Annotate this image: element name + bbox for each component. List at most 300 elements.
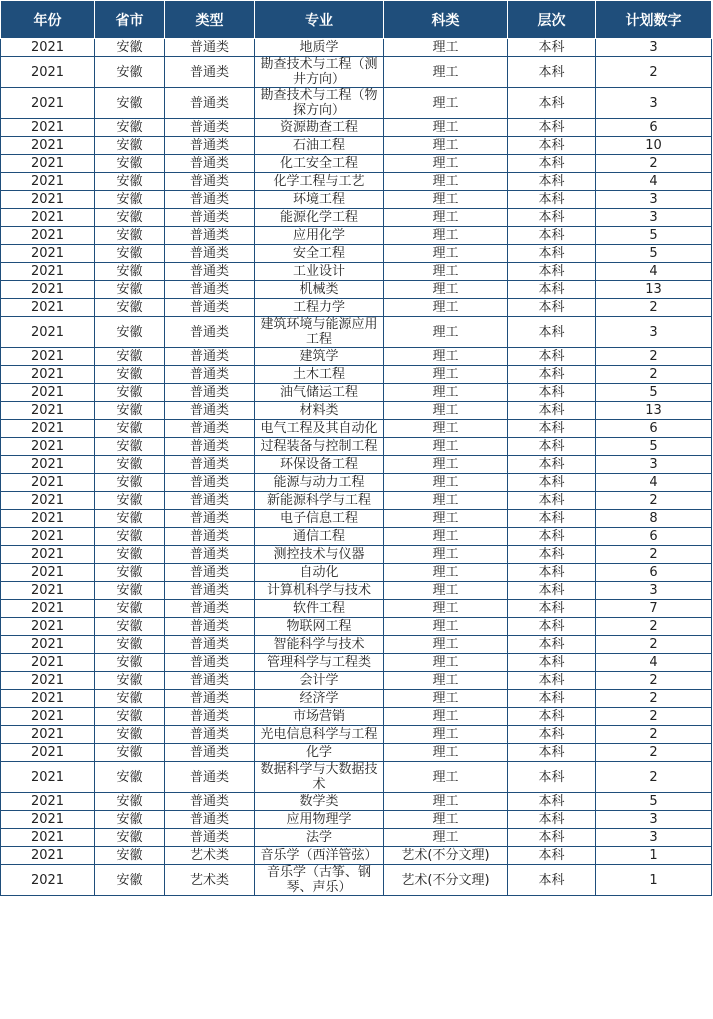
table-row [1,245,712,263]
cell-year: 2021 [1,39,95,57]
cell-major: 地质学 [255,39,384,57]
table-row [1,654,712,672]
cell-level: 本科 [508,155,596,173]
table-row [1,865,712,896]
cell-major: 化学 [255,744,384,762]
cell-plan-count: 5 [596,384,712,402]
cell-type: 普通类 [165,762,255,793]
cell-major: 通信工程 [255,528,384,546]
cell-category: 理工 [384,88,508,119]
cell-province: 安徽 [95,402,165,420]
cell-year: 2021 [1,847,95,865]
cell-category: 理工 [384,39,508,57]
cell-category: 理工 [384,438,508,456]
cell-category: 理工 [384,317,508,348]
cell-year: 2021 [1,317,95,348]
cell-type: 普通类 [165,88,255,119]
cell-major: 勘查技术与工程（物探方向） [255,88,384,119]
cell-type: 普通类 [165,600,255,618]
cell-year: 2021 [1,600,95,618]
cell-year: 2021 [1,227,95,245]
cell-level: 本科 [508,726,596,744]
table-row [1,348,712,366]
cell-plan-count: 2 [596,155,712,173]
cell-level: 本科 [508,811,596,829]
cell-province: 安徽 [95,510,165,528]
cell-plan-count: 2 [596,348,712,366]
cell-year: 2021 [1,191,95,209]
cell-category: 理工 [384,384,508,402]
cell-category: 理工 [384,281,508,299]
table-row [1,811,712,829]
table-row [1,618,712,636]
cell-level: 本科 [508,173,596,191]
cell-major: 土木工程 [255,366,384,384]
cell-category: 理工 [384,209,508,227]
cell-year: 2021 [1,564,95,582]
cell-type: 普通类 [165,348,255,366]
cell-plan-count: 1 [596,847,712,865]
cell-major: 测控技术与仪器 [255,546,384,564]
cell-level: 本科 [508,492,596,510]
cell-major: 工程力学 [255,299,384,317]
cell-category: 理工 [384,744,508,762]
cell-major: 机械类 [255,281,384,299]
cell-major: 石油工程 [255,137,384,155]
cell-plan-count: 3 [596,811,712,829]
cell-plan-count: 3 [596,317,712,348]
cell-province: 安徽 [95,546,165,564]
cell-category: 理工 [384,708,508,726]
cell-plan-count: 2 [596,366,712,384]
table-row [1,793,712,811]
cell-level: 本科 [508,672,596,690]
cell-major: 电子信息工程 [255,510,384,528]
cell-major: 数学类 [255,793,384,811]
cell-year: 2021 [1,672,95,690]
cell-category: 理工 [384,155,508,173]
cell-plan-count: 5 [596,438,712,456]
cell-province: 安徽 [95,708,165,726]
cell-plan-count: 5 [596,227,712,245]
cell-year: 2021 [1,438,95,456]
cell-plan-count: 2 [596,299,712,317]
cell-province: 安徽 [95,263,165,281]
cell-level: 本科 [508,366,596,384]
cell-plan-count: 2 [596,726,712,744]
cell-province: 安徽 [95,726,165,744]
table-row [1,173,712,191]
cell-type: 普通类 [165,708,255,726]
table-row [1,299,712,317]
cell-province: 安徽 [95,582,165,600]
cell-type: 普通类 [165,636,255,654]
cell-type: 普通类 [165,299,255,317]
cell-year: 2021 [1,811,95,829]
cell-category: 理工 [384,492,508,510]
table-row [1,281,712,299]
cell-category: 理工 [384,618,508,636]
cell-type: 普通类 [165,510,255,528]
table-row [1,762,712,793]
cell-year: 2021 [1,366,95,384]
cell-province: 安徽 [95,299,165,317]
table-row [1,829,712,847]
cell-year: 2021 [1,762,95,793]
cell-category: 理工 [384,636,508,654]
cell-province: 安徽 [95,438,165,456]
cell-type: 普通类 [165,793,255,811]
cell-level: 本科 [508,600,596,618]
cell-year: 2021 [1,708,95,726]
table-row [1,227,712,245]
table-row [1,88,712,119]
table-row [1,708,712,726]
cell-major: 安全工程 [255,245,384,263]
cell-type: 普通类 [165,402,255,420]
cell-year: 2021 [1,690,95,708]
cell-major: 建筑学 [255,348,384,366]
cell-province: 安徽 [95,317,165,348]
cell-level: 本科 [508,191,596,209]
table-row [1,402,712,420]
cell-level: 本科 [508,510,596,528]
cell-province: 安徽 [95,137,165,155]
column-header-major: 专业 [255,1,384,39]
cell-level: 本科 [508,829,596,847]
cell-category: 理工 [384,829,508,847]
cell-major: 物联网工程 [255,618,384,636]
cell-year: 2021 [1,299,95,317]
cell-plan-count: 10 [596,137,712,155]
cell-category: 理工 [384,811,508,829]
cell-plan-count: 3 [596,456,712,474]
cell-major: 自动化 [255,564,384,582]
cell-major: 工业设计 [255,263,384,281]
table-row [1,847,712,865]
cell-major: 化学工程与工艺 [255,173,384,191]
cell-category: 理工 [384,299,508,317]
cell-type: 普通类 [165,191,255,209]
cell-province: 安徽 [95,119,165,137]
cell-province: 安徽 [95,191,165,209]
table-row [1,456,712,474]
cell-year: 2021 [1,492,95,510]
cell-level: 本科 [508,654,596,672]
cell-year: 2021 [1,744,95,762]
cell-level: 本科 [508,39,596,57]
cell-type: 普通类 [165,492,255,510]
cell-category: 理工 [384,600,508,618]
cell-plan-count: 6 [596,528,712,546]
cell-category: 理工 [384,191,508,209]
cell-level: 本科 [508,209,596,227]
table-row [1,438,712,456]
cell-major: 智能科学与技术 [255,636,384,654]
cell-province: 安徽 [95,209,165,227]
cell-year: 2021 [1,155,95,173]
cell-major: 环保设备工程 [255,456,384,474]
cell-level: 本科 [508,546,596,564]
table-row [1,600,712,618]
cell-category: 理工 [384,793,508,811]
cell-major: 能源与动力工程 [255,474,384,492]
cell-plan-count: 3 [596,582,712,600]
cell-type: 普通类 [165,245,255,263]
cell-type: 普通类 [165,366,255,384]
table-row [1,57,712,88]
cell-province: 安徽 [95,57,165,88]
cell-category: 理工 [384,672,508,690]
cell-category: 理工 [384,119,508,137]
cell-major: 油气储运工程 [255,384,384,402]
table-row [1,366,712,384]
table-row [1,582,712,600]
cell-level: 本科 [508,474,596,492]
cell-year: 2021 [1,829,95,847]
cell-year: 2021 [1,348,95,366]
cell-type: 普通类 [165,618,255,636]
cell-major: 勘查技术与工程（测井方向） [255,57,384,88]
table-row [1,510,712,528]
cell-plan-count: 3 [596,191,712,209]
table-row [1,137,712,155]
cell-year: 2021 [1,726,95,744]
cell-type: 普通类 [165,57,255,88]
cell-major: 环境工程 [255,191,384,209]
table-row [1,119,712,137]
cell-level: 本科 [508,438,596,456]
cell-level: 本科 [508,227,596,245]
cell-category: 理工 [384,263,508,281]
cell-year: 2021 [1,474,95,492]
cell-category: 理工 [384,564,508,582]
cell-province: 安徽 [95,492,165,510]
cell-province: 安徽 [95,155,165,173]
cell-year: 2021 [1,793,95,811]
cell-province: 安徽 [95,88,165,119]
table-row [1,209,712,227]
cell-category: 理工 [384,173,508,191]
cell-major: 会计学 [255,672,384,690]
cell-plan-count: 3 [596,39,712,57]
cell-province: 安徽 [95,744,165,762]
cell-category: 理工 [384,456,508,474]
cell-major: 光电信息科学与工程 [255,726,384,744]
cell-plan-count: 3 [596,829,712,847]
cell-type: 普通类 [165,528,255,546]
cell-year: 2021 [1,173,95,191]
cell-province: 安徽 [95,847,165,865]
table-row [1,384,712,402]
cell-province: 安徽 [95,865,165,896]
cell-major: 应用物理学 [255,811,384,829]
cell-category: 理工 [384,366,508,384]
cell-level: 本科 [508,119,596,137]
table-row [1,191,712,209]
cell-plan-count: 5 [596,245,712,263]
cell-category: 艺术(不分文理) [384,847,508,865]
cell-level: 本科 [508,618,596,636]
cell-major: 数据科学与大数据技术 [255,762,384,793]
cell-type: 普通类 [165,582,255,600]
cell-type: 普通类 [165,137,255,155]
cell-plan-count: 2 [596,636,712,654]
cell-type: 普通类 [165,726,255,744]
cell-major: 能源化学工程 [255,209,384,227]
cell-category: 理工 [384,546,508,564]
cell-year: 2021 [1,654,95,672]
cell-level: 本科 [508,245,596,263]
cell-type: 普通类 [165,39,255,57]
cell-plan-count: 1 [596,865,712,896]
cell-type: 普通类 [165,744,255,762]
cell-level: 本科 [508,57,596,88]
cell-level: 本科 [508,384,596,402]
cell-major: 材料类 [255,402,384,420]
cell-province: 安徽 [95,528,165,546]
cell-type: 普通类 [165,546,255,564]
cell-year: 2021 [1,384,95,402]
cell-plan-count: 2 [596,618,712,636]
cell-level: 本科 [508,137,596,155]
cell-type: 普通类 [165,811,255,829]
cell-major: 电气工程及其自动化 [255,420,384,438]
cell-major: 应用化学 [255,227,384,245]
cell-level: 本科 [508,402,596,420]
cell-plan-count: 2 [596,708,712,726]
table-row [1,690,712,708]
table-row [1,564,712,582]
cell-year: 2021 [1,263,95,281]
cell-major: 建筑环境与能源应用工程 [255,317,384,348]
cell-level: 本科 [508,281,596,299]
cell-plan-count: 5 [596,793,712,811]
cell-category: 理工 [384,348,508,366]
cell-level: 本科 [508,348,596,366]
cell-major: 市场营销 [255,708,384,726]
cell-level: 本科 [508,762,596,793]
cell-plan-count: 6 [596,564,712,582]
cell-province: 安徽 [95,690,165,708]
cell-type: 普通类 [165,690,255,708]
cell-province: 安徽 [95,420,165,438]
table-row [1,636,712,654]
cell-major: 化工安全工程 [255,155,384,173]
cell-level: 本科 [508,690,596,708]
cell-plan-count: 4 [596,654,712,672]
table-row [1,317,712,348]
cell-plan-count: 3 [596,209,712,227]
cell-type: 普通类 [165,317,255,348]
cell-major: 计算机科学与技术 [255,582,384,600]
cell-year: 2021 [1,618,95,636]
cell-province: 安徽 [95,39,165,57]
cell-category: 理工 [384,582,508,600]
cell-year: 2021 [1,420,95,438]
table-header [1,1,712,39]
column-header-year: 年份 [1,1,95,39]
cell-category: 理工 [384,57,508,88]
cell-plan-count: 2 [596,492,712,510]
column-header-type: 类型 [165,1,255,39]
column-header-level: 层次 [508,1,596,39]
cell-major: 资源勘查工程 [255,119,384,137]
cell-level: 本科 [508,528,596,546]
cell-year: 2021 [1,510,95,528]
cell-plan-count: 2 [596,672,712,690]
cell-type: 普通类 [165,155,255,173]
cell-province: 安徽 [95,245,165,263]
cell-major: 经济学 [255,690,384,708]
cell-year: 2021 [1,137,95,155]
cell-type: 普通类 [165,281,255,299]
cell-plan-count: 4 [596,263,712,281]
cell-level: 本科 [508,793,596,811]
cell-year: 2021 [1,546,95,564]
cell-category: 理工 [384,227,508,245]
cell-year: 2021 [1,865,95,896]
cell-type: 普通类 [165,263,255,281]
cell-plan-count: 6 [596,420,712,438]
cell-level: 本科 [508,299,596,317]
cell-level: 本科 [508,865,596,896]
column-header-province: 省市 [95,1,165,39]
table-row [1,39,712,57]
cell-province: 安徽 [95,281,165,299]
cell-level: 本科 [508,317,596,348]
table-row [1,528,712,546]
cell-province: 安徽 [95,227,165,245]
cell-major: 音乐学（古筝、钢琴、声乐） [255,865,384,896]
cell-year: 2021 [1,245,95,263]
cell-level: 本科 [508,564,596,582]
cell-category: 理工 [384,137,508,155]
cell-level: 本科 [508,636,596,654]
cell-province: 安徽 [95,762,165,793]
table-row [1,155,712,173]
cell-category: 理工 [384,474,508,492]
cell-category: 理工 [384,245,508,263]
table-row [1,726,712,744]
cell-type: 普通类 [165,227,255,245]
cell-category: 艺术(不分文理) [384,865,508,896]
cell-province: 安徽 [95,654,165,672]
cell-type: 普通类 [165,209,255,227]
cell-level: 本科 [508,847,596,865]
column-header-plan-count: 计划数字 [596,1,712,39]
cell-year: 2021 [1,402,95,420]
cell-category: 理工 [384,402,508,420]
cell-province: 安徽 [95,474,165,492]
cell-plan-count: 13 [596,402,712,420]
cell-type: 普通类 [165,173,255,191]
cell-province: 安徽 [95,366,165,384]
cell-category: 理工 [384,726,508,744]
cell-province: 安徽 [95,173,165,191]
cell-year: 2021 [1,582,95,600]
cell-major: 音乐学（西洋管弦） [255,847,384,865]
cell-type: 普通类 [165,672,255,690]
cell-province: 安徽 [95,600,165,618]
cell-year: 2021 [1,456,95,474]
table-row [1,492,712,510]
cell-level: 本科 [508,582,596,600]
cell-year: 2021 [1,119,95,137]
table-row [1,672,712,690]
cell-year: 2021 [1,636,95,654]
cell-major: 过程装备与控制工程 [255,438,384,456]
